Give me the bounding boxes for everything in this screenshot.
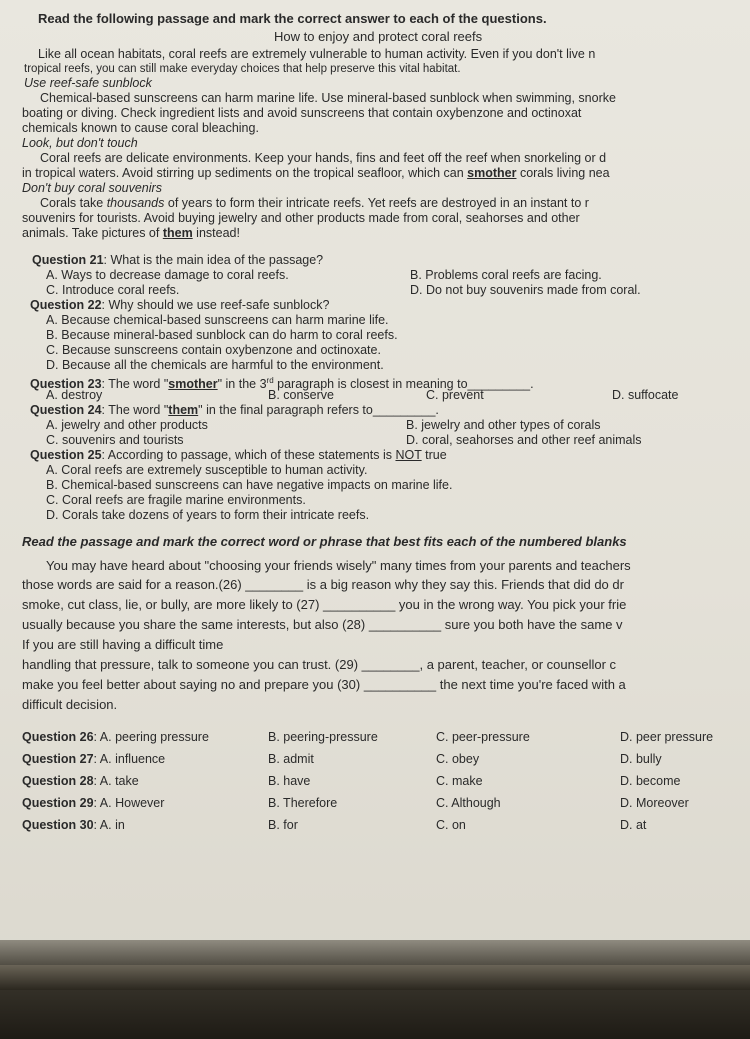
cloze-line-3: smoke, cut class, lie, or bully, are more likely to (27) __________ you in the wrong way. You pick your frie <box>22 597 627 612</box>
cloze-line-4: usually because you share the same interests, but also (28) __________ sure you both have the same v <box>22 617 623 632</box>
p3-line-3 <box>22 226 240 241</box>
q27-option-a[interactable]: : A. influence <box>93 752 166 766</box>
q22-option-a[interactable]: A. Because chemical-based sunscreens can harm marine life. <box>46 313 389 327</box>
question-28 <box>22 774 139 789</box>
q21-label: Question 21 <box>32 253 104 267</box>
q23-text-a: : The word " <box>101 377 169 392</box>
q24-blank: _________. <box>372 403 439 417</box>
q25-text-a: : According to passage, which of these statements is <box>101 448 396 462</box>
q23-option-b[interactable]: B. conserve <box>268 388 335 402</box>
q22-label: Question 22 <box>30 298 102 312</box>
cloze-line-2: those words are said for a reason.(26) ________ is a big reason why they say this. Friends that did do dr <box>22 577 624 592</box>
paper-edge-shadow <box>0 965 750 990</box>
q23-option-c[interactable]: C. prevent <box>426 388 484 402</box>
word-smother: smother <box>467 166 517 180</box>
q21-option-b[interactable]: B. Problems coral reefs are facing. <box>410 268 602 282</box>
p3-line-2: souvenirs for tourists. Avoid buying jewelry and other products made from coral, seahorses and other <box>22 211 580 225</box>
p3-text-d: instead! <box>192 226 240 240</box>
q23-word: smother <box>168 377 218 392</box>
q29-label: Question 29 <box>22 796 94 810</box>
q24-word: them <box>168 403 199 417</box>
question-21 <box>32 253 323 268</box>
q23-option-d[interactable]: D. suffocate <box>612 388 679 402</box>
q27-label: Question 27 <box>22 752 94 766</box>
q24-option-c[interactable]: C. souvenirs and tourists <box>46 433 184 447</box>
q24-option-d[interactable]: D. coral, seahorses and other reef animals <box>406 433 642 447</box>
question-29 <box>22 796 164 811</box>
q23-blank: _________. <box>467 377 534 392</box>
q29-option-a[interactable]: : A. However <box>93 796 165 810</box>
q30-option-c[interactable]: C. on <box>436 818 466 832</box>
q23-text-c: paragraph is closest in meaning to <box>273 377 468 392</box>
q23-label: Question 23 <box>30 377 102 392</box>
q21-option-a[interactable]: A. Ways to decrease damage to coral reefs. <box>46 268 289 282</box>
question-27 <box>22 752 165 767</box>
p3-text-a: Corals take <box>40 196 107 210</box>
q25-text-b: true <box>421 448 447 462</box>
p3-line-1 <box>40 196 589 211</box>
q22-option-b[interactable]: B. Because mineral-based sunblock can do harm to coral reefs. <box>46 328 398 342</box>
p1-line-2: boating or diving. Check ingredient lists and avoid sunscreens that contain oxybenzone and octinoxat <box>22 106 582 120</box>
cloze-line-8: difficult decision. <box>22 697 118 712</box>
section1-instruction: Read the following passage and mark the correct answer to each of the questions. <box>38 11 547 26</box>
q28-option-d[interactable]: D. become <box>620 774 681 788</box>
q29-option-b[interactable]: B. Therefore <box>268 796 338 810</box>
question-30 <box>22 818 125 833</box>
p2-text-a: in tropical waters. Avoid stirring up sediments on the tropical seafloor, which can <box>22 166 468 180</box>
intro-line-2: tropical reefs, you can still make everyday choices that help preserve this vital habitat. <box>24 63 461 75</box>
p3-text-b: of years to form their intricate reefs. Yet reefs are destroyed in an instant to r <box>164 196 589 210</box>
q24-label: Question 24 <box>30 403 102 417</box>
q25-option-d[interactable]: D. Corals take dozens of years to form their intricate reefs. <box>46 508 370 522</box>
p3-text-c: animals. Take pictures of <box>22 226 163 240</box>
p2-text-b: corals living nea <box>516 166 610 180</box>
q30-option-b[interactable]: B. for <box>268 818 298 832</box>
q21-option-c[interactable]: C. Introduce coral reefs. <box>46 283 180 297</box>
q25-option-c[interactable]: C. Coral reefs are fragile marine environments. <box>46 493 306 507</box>
q26-option-c[interactable]: C. peer-pressure <box>436 730 530 744</box>
q22-option-c[interactable]: C. Because sunscreens contain oxybenzone and octinoxate. <box>46 343 381 357</box>
cloze-line-6: handling that pressure, talk to someone you can trust. (29) ________, a parent, teacher, or counsellor c <box>22 657 617 672</box>
q29-option-d[interactable]: D. Moreover <box>620 796 689 810</box>
question-22 <box>30 298 329 313</box>
q24-option-b[interactable]: B. jewelry and other types of corals <box>406 418 601 432</box>
q29-option-c[interactable]: C. Although <box>436 796 501 810</box>
question-25 <box>30 448 447 463</box>
q24-option-a[interactable]: A. jewelry and other products <box>46 418 208 432</box>
p2-line-1: Coral reefs are delicate environments. Keep your hands, fins and feet off the reef when snorkeling or d <box>40 151 607 165</box>
cloze-line-1: You may have heard about "choosing your friends wisely" many times from your parents and teachers <box>46 558 631 573</box>
cloze-line-7: make you feel better about saying no and prepare you (30) __________ the next time you're faced with a <box>22 677 626 692</box>
q26-option-a[interactable]: : A. peering pressure <box>93 730 209 744</box>
intro-line-1: Like all ocean habitats, coral reefs are extremely vulnerable to human activity. Even if you don't live n <box>38 47 596 61</box>
question-26 <box>22 730 209 745</box>
q22-option-d[interactable]: D. Because all the chemicals are harmful to the environment. <box>46 358 384 372</box>
q26-label: Question 26 <box>22 730 94 744</box>
q24-text-b: " in the final paragraph refers to <box>198 403 373 417</box>
q26-option-d[interactable]: D. peer pressure <box>620 730 714 744</box>
word-them: them <box>162 226 193 240</box>
question-24 <box>30 403 439 418</box>
q28-label: Question 28 <box>22 774 94 788</box>
q28-option-b[interactable]: B. have <box>268 774 311 788</box>
q24-text-a: : The word " <box>101 403 169 417</box>
p1-line-3: chemicals known to cause coral bleaching. <box>22 121 259 135</box>
q25-option-b[interactable]: B. Chemical-based sunscreens can have negative impacts on marine life. <box>46 478 453 492</box>
p1-line-1: Chemical-based sunscreens can harm marine life. Use mineral-based sunblock when swimming, snorke <box>40 91 616 105</box>
heading-sunblock: Use reef-safe sunblock <box>24 76 152 90</box>
q28-option-c[interactable]: C. make <box>436 774 483 788</box>
p2-line-2 <box>22 166 610 181</box>
cloze-line-5: If you are still having a difficult time <box>22 637 224 652</box>
q30-option-d[interactable]: D. at <box>620 818 647 832</box>
heading-souvenirs: Don't buy coral souvenirs <box>22 181 162 195</box>
q23-sup: rd <box>266 376 274 385</box>
q25-label: Question 25 <box>30 448 102 462</box>
heading-dont-touch: Look, but don't touch <box>22 136 138 150</box>
q21-option-d[interactable]: D. Do not buy souvenirs made from coral. <box>410 283 641 297</box>
word-thousands: thousands <box>106 196 165 210</box>
section2-instruction: Read the passage and mark the correct word or phrase that best fits each of the numbered blanks <box>22 534 627 549</box>
q25-option-a[interactable]: A. Coral reefs are extremely susceptible to human activity. <box>46 463 368 477</box>
q21-text: : What is the main idea of the passage? <box>103 253 324 267</box>
q27-option-b[interactable]: B. admit <box>268 752 314 766</box>
q23-text-b: " in the 3 <box>217 377 267 392</box>
q28-option-a[interactable]: : A. take <box>93 774 139 788</box>
q30-label: Question 30 <box>22 818 94 832</box>
q30-option-a[interactable]: : A. in <box>93 818 125 832</box>
q22-text: : Why should we use reef-safe sunblock? <box>101 298 330 312</box>
q23-option-a[interactable]: A. destroy <box>46 388 103 402</box>
q26-option-b[interactable]: B. peering-pressure <box>268 730 378 744</box>
q27-option-c[interactable]: C. obey <box>436 752 480 766</box>
q27-option-d[interactable]: D. bully <box>620 752 662 766</box>
passage-title: How to enjoy and protect coral reefs <box>274 29 483 44</box>
q25-not: NOT <box>395 448 422 462</box>
